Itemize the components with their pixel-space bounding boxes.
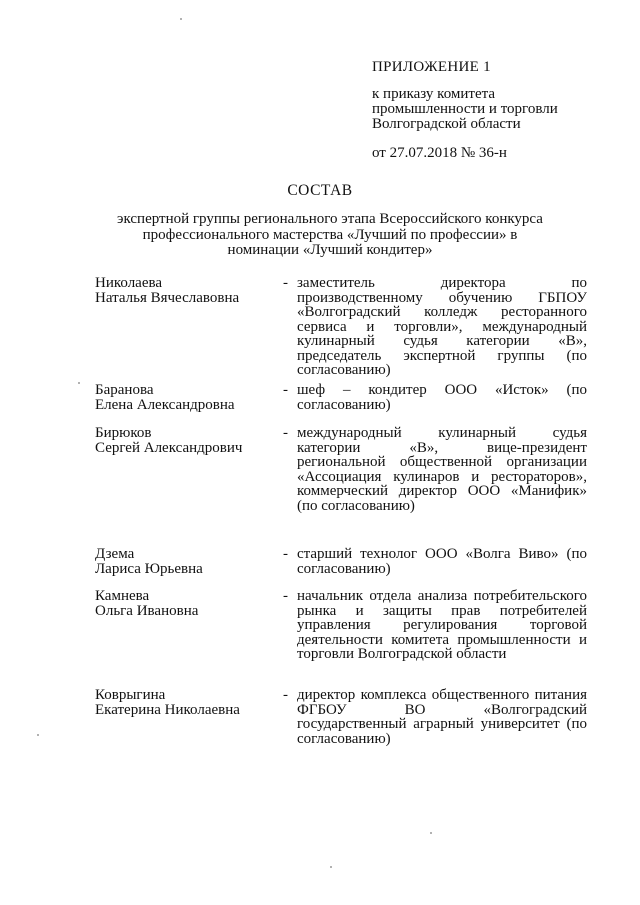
member-given-names: Ольга Ивановна bbox=[95, 602, 199, 619]
member-role: директор комплекса общественного питания ФГБОУ ВО «Волгоградский государственный аграрный университет (по согласованию) bbox=[297, 687, 587, 747]
member-role: международный кулинарный судья категории «В», вице-президент региональной общественной организации «Ассоциация кулинаров и рестораторов», коммерческий директор ООО «Манифик» (по согласованию) bbox=[297, 425, 587, 514]
member-role: шеф – кондитер ООО «Исток» (по согласованию) bbox=[297, 382, 587, 413]
scan-speck bbox=[430, 832, 432, 834]
member-surname: Бирюков bbox=[95, 425, 152, 441]
member-name bbox=[95, 383, 275, 412]
member-dash: - bbox=[283, 382, 288, 398]
scan-speck bbox=[330, 866, 332, 868]
member-name bbox=[95, 547, 275, 576]
member-surname: Коврыгина bbox=[95, 687, 166, 703]
appendix-line: промышленности и торговли bbox=[372, 101, 558, 117]
member-dash: - bbox=[283, 546, 288, 562]
member-surname: Баранова bbox=[95, 382, 154, 398]
member-role: начальник отдела анализа потребительского рынка и защиты прав потребителей управления регулирования торговой деятельности комитета промышленности и торговли Волгоградской области bbox=[297, 588, 587, 662]
member-given-names: Елена Александровна bbox=[95, 396, 235, 413]
appendix-line: Волгоградской области bbox=[372, 116, 521, 132]
member-surname: Николаева bbox=[95, 275, 163, 291]
scan-speck bbox=[180, 18, 182, 20]
appendix-title: ПРИЛОЖЕНИЕ 1 bbox=[372, 59, 491, 75]
member-dash: - bbox=[283, 588, 288, 604]
document-subtitle: экспертной группы регионального этапа Всероссийского конкурса профессионального мастерства «Лучший по профессии» в номинации «Лучший кондитер» bbox=[117, 211, 543, 258]
member-role: старший технолог ООО «Волга Виво» (по согласованию) bbox=[297, 546, 587, 577]
member-name bbox=[95, 276, 275, 305]
scan-speck bbox=[78, 382, 80, 384]
member-given-names: Екатерина Николаевна bbox=[95, 701, 240, 718]
member-role: заместитель директора по производственному обучению ГБПОУ «Волгоградский колледж ресторанного сервиса и торговли», международный кулинарный судья категории «В», председатель экспертной группы (по согласованию) bbox=[297, 275, 587, 378]
appendix-order-date: от 27.07.2018 № 36-н bbox=[372, 145, 507, 161]
member-surname: Дзема bbox=[95, 546, 135, 562]
scan-speck bbox=[37, 734, 39, 736]
member-dash: - bbox=[283, 687, 288, 703]
member-dash: - bbox=[283, 425, 288, 441]
document-title: СОСТАВ bbox=[287, 182, 353, 199]
member-surname: Камнева bbox=[95, 588, 150, 604]
member-given-names: Сергей Александрович bbox=[95, 439, 243, 456]
member-name bbox=[95, 589, 275, 618]
member-dash: - bbox=[283, 275, 288, 291]
appendix-header bbox=[372, 60, 612, 161]
appendix-line: к приказу комитета bbox=[372, 86, 496, 102]
member-given-names: Наталья Вячеславовна bbox=[95, 289, 240, 306]
member-given-names: Лариса Юрьевна bbox=[95, 560, 203, 577]
member-name bbox=[95, 688, 275, 717]
member-name bbox=[95, 426, 275, 455]
